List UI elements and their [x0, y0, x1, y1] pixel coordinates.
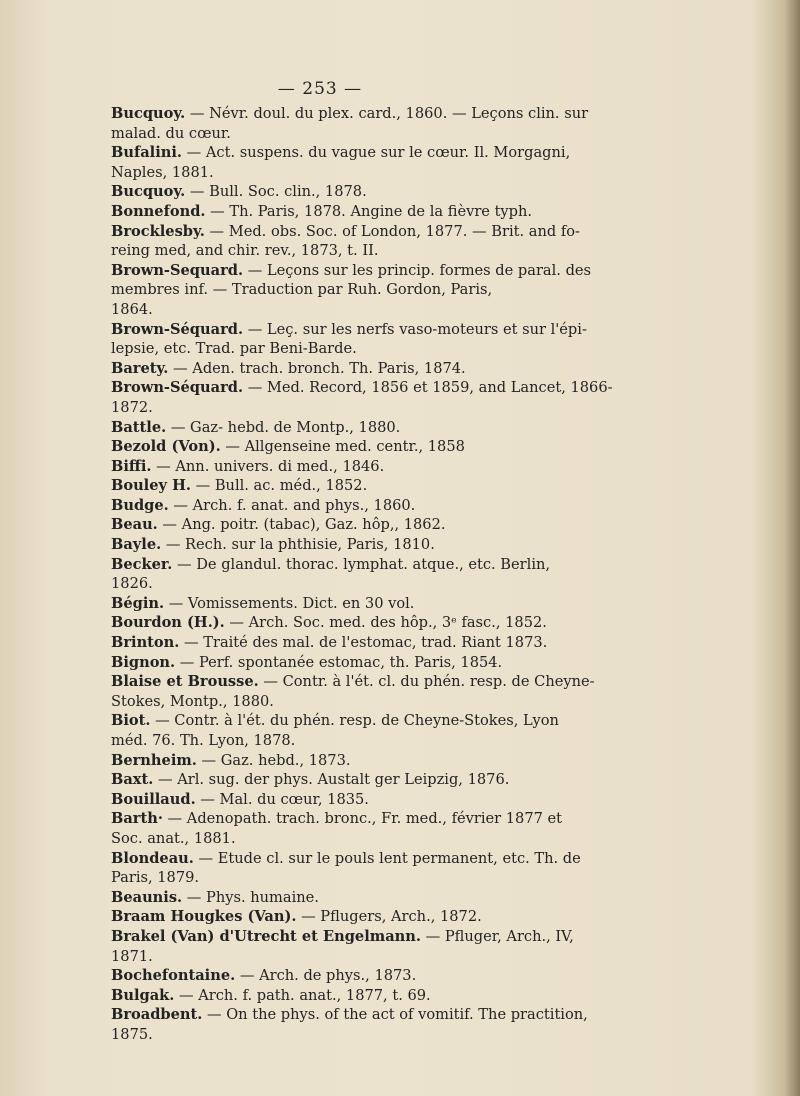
bibliography-entry — [111, 672, 595, 711]
entry-author: Barety. — [111, 359, 169, 377]
bibliography-entry — [111, 320, 587, 359]
entry-line — [111, 104, 589, 124]
entry-line — [111, 790, 551, 810]
entry-text: 1871. — [111, 947, 153, 965]
entry-text: — Gaz- hebd. de Montp., 1880. — [166, 418, 401, 436]
entry-author: Biot. — [111, 712, 151, 730]
entry-author: Bignon. — [111, 653, 176, 671]
entry-author: Baxt. — [111, 771, 154, 789]
entry-line — [111, 163, 551, 183]
entry-line — [111, 280, 551, 300]
bibliography-entry — [111, 437, 551, 457]
entry-text: — Traité des mal. de l'estomac, trad. Riant 1873. — [179, 634, 548, 652]
entry-line — [111, 418, 551, 438]
bibliography-entry — [111, 535, 551, 555]
bibliography-entry — [111, 986, 551, 1006]
entry-line — [111, 202, 551, 222]
bibliography-entry — [111, 496, 551, 516]
bibliography-entry — [111, 888, 551, 908]
entry-line — [111, 966, 551, 986]
entry-text: — Arch. de phys., 1873. — [235, 967, 417, 985]
entry-author: Becker. — [111, 555, 173, 573]
entry-line — [111, 613, 551, 633]
entry-author: Blondeau. — [111, 849, 194, 867]
entry-author: Beau. — [111, 516, 158, 534]
entry-line — [111, 574, 551, 594]
entry-text: membres inf. — Traduction par Ruh. Gordon, Paris, — [111, 281, 493, 299]
entry-text: reing med, and chir. rev., 1873, t. II. — [111, 242, 379, 260]
entry-text: — Pfluger, Arch., IV, — [420, 927, 574, 945]
entry-author: Bernheim. — [111, 751, 197, 769]
entry-author: Bezold (Von). — [111, 438, 221, 456]
entry-author: Beaunis. — [111, 888, 183, 906]
entry-text: — Allgenseine med. centr., 1858 — [220, 438, 465, 456]
entry-line — [111, 222, 580, 242]
bibliography-entry — [111, 966, 551, 986]
entry-text: — Arl. sug. der phys. Austalt ger Leipzig, 1876. — [153, 771, 510, 789]
bibliography-entry — [111, 633, 551, 653]
bibliography-entry — [111, 515, 551, 535]
entry-author: Brinton. — [111, 634, 180, 652]
entry-line — [111, 849, 581, 869]
entry-text: — Th. Paris, 1878. Angine de la fièvre typh. — [205, 202, 533, 220]
entry-line — [111, 359, 551, 379]
entry-author: Bucquoy. — [111, 183, 186, 201]
entry-text: — Rech. sur la phthisie, Paris, 1810. — [161, 536, 435, 554]
entry-line — [111, 927, 574, 947]
entry-text: — Arch. f. path. anat., 1877, t. 69. — [174, 986, 431, 1004]
entry-text: — Arch. Soc. med. des hôp., 3ᵉ fasc., 1852. — [224, 614, 547, 632]
bibliography-list — [111, 104, 613, 1045]
bibliography-entry — [111, 555, 551, 594]
entry-author: Blaise et Brousse. — [111, 673, 259, 691]
entry-text: — De glandul. thorac. lymphat. atque., etc. Berlin, — [172, 555, 551, 573]
entry-author: Bouley H. — [111, 477, 191, 495]
entry-text: méd. 76. Th. Lyon, 1878. — [111, 732, 296, 749]
entry-line — [111, 829, 551, 849]
entry-author: Brown-Sequard. — [111, 261, 244, 279]
entry-text: — Med. obs. Soc. of London, 1877. — Brit. and fo- — [204, 222, 580, 240]
entry-author: Bufalini. — [111, 144, 183, 162]
bibliography-entry — [111, 770, 551, 790]
entry-line — [111, 496, 551, 516]
entry-author: Bucquoy. — [111, 105, 186, 122]
entry-line — [111, 241, 551, 261]
entry-line — [111, 594, 551, 614]
bibliography-entry — [111, 476, 551, 496]
entry-line — [111, 711, 559, 731]
entry-author: Bégin. — [111, 594, 165, 612]
entry-text: — On the phys. of the act of vomitif. The practition, — [202, 1006, 588, 1024]
entry-line — [111, 339, 551, 359]
entry-text: — Névr. doul. du plex. card., 1860. — Leçons clin. sur — [185, 105, 589, 122]
entry-text: 1826. — [111, 575, 153, 593]
bibliography-entry — [111, 927, 574, 966]
entry-line — [111, 437, 551, 457]
bibliography-entry — [111, 202, 551, 222]
entry-text: Naples, 1881. — [111, 163, 214, 181]
entry-text: — Arch. f. anat. and phys., 1860. — [168, 496, 416, 514]
entry-text: — Contr. à l'ét. du phén. resp. de Cheyne-Stokes, Lyon — [150, 712, 559, 730]
entry-line — [111, 555, 551, 575]
bibliography-entry — [111, 751, 551, 771]
entry-author: Brakel (Van) d'Utrecht et Engelmann. — [111, 927, 421, 945]
bibliography-entry — [111, 711, 559, 750]
bibliography-entry — [111, 261, 592, 320]
entry-line — [111, 182, 551, 202]
entry-line — [111, 300, 551, 320]
entry-author: Braam Hougkes (Van). — [111, 908, 297, 926]
entry-text: — Leç. sur les nerfs vaso-moteurs et sur l'épi- — [243, 320, 587, 338]
entry-line — [111, 1025, 551, 1045]
entry-author: Brocklesby. — [111, 222, 205, 240]
entry-author: Bouillaud. — [111, 790, 196, 808]
entry-author: Brown-Séquard. — [111, 379, 244, 397]
entry-text: Stokes, Montp., 1880. — [111, 692, 274, 710]
entry-line — [111, 143, 571, 163]
entry-line — [111, 692, 551, 712]
entry-author: Broadbent. — [111, 1006, 203, 1024]
entry-text: — Etude cl. sur le pouls lent permanent, etc. Th. de — [193, 849, 581, 867]
entry-author: Bochefontaine. — [111, 967, 236, 985]
entry-author: Barth· — [111, 810, 163, 828]
entry-line — [111, 320, 587, 340]
entry-line — [111, 633, 551, 653]
entry-line — [111, 515, 551, 535]
entry-line — [111, 261, 592, 281]
entry-text: malad. du cœur. — [111, 124, 231, 142]
bibliography-entry — [111, 143, 571, 182]
entry-author: Bulgak. — [111, 986, 175, 1004]
entry-line — [111, 731, 551, 751]
entry-text: — Contr. à l'ét. cl. du phén. resp. de Cheyne- — [258, 673, 595, 691]
bibliography-entry — [111, 1005, 588, 1044]
bibliography-entry — [111, 809, 563, 848]
entry-line — [111, 986, 551, 1006]
entry-line — [111, 476, 551, 496]
entry-text: — Perf. spontanée estomac, th. Paris, 1854. — [175, 653, 503, 671]
entry-line — [111, 457, 551, 477]
entry-line — [111, 868, 551, 888]
entry-text: — Leçons sur les princip. formes de paral. des — [243, 261, 592, 279]
page-number: — 253 — — [277, 79, 363, 99]
bibliography-entry — [111, 849, 581, 888]
entry-author: Bonnefond. — [111, 202, 206, 220]
entry-line — [111, 751, 551, 771]
entry-line — [111, 398, 551, 418]
bibliography-entry — [111, 182, 551, 202]
entry-text: — Act. suspens. du vague sur le cœur. Il. Morgagni, — [182, 144, 571, 162]
entry-text: — Mal. du cœur, 1835. — [195, 790, 369, 808]
entry-text: — Aden. trach. bronch. Th. Paris, 1874. — [168, 359, 466, 377]
bibliography-entry — [111, 359, 551, 379]
entry-text: lepsie, etc. Trad. par Beni-Barde. — [111, 340, 357, 358]
bibliography-entry — [111, 790, 551, 810]
entry-line — [111, 809, 563, 829]
entry-text: 1872. — [111, 398, 153, 416]
entry-text: — Bull. ac. méd., 1852. — [190, 477, 368, 495]
entry-text: — Bull. Soc. clin., 1878. — [185, 183, 367, 201]
entry-line — [111, 672, 595, 692]
entry-author: Battle. — [111, 418, 167, 436]
entry-text: — Vomissements. Dict. en 30 vol. — [164, 594, 415, 612]
bibliography-entry — [111, 378, 613, 417]
bibliography-entry — [111, 907, 551, 927]
entry-line — [111, 770, 551, 790]
entry-text: — Phys. humaine. — [182, 888, 319, 906]
entry-author: Bayle. — [111, 536, 162, 554]
entry-text: — Adenopath. trach. bronc., Fr. med., février 1877 et — [162, 810, 563, 828]
entry-line — [111, 124, 551, 144]
entry-text: — Med. Record, 1856 et 1859, and Lancet, 1866- — [243, 379, 613, 397]
entry-text: — Pflugers, Arch., 1872. — [296, 908, 482, 926]
bibliography-entry — [111, 653, 551, 673]
entry-text: — Ang. poitr. (tabac), Gaz. hôp,, 1862. — [157, 516, 446, 534]
entry-author: Budge. — [111, 496, 169, 514]
entry-author: Bourdon (H.). — [111, 614, 225, 632]
entry-text: — Gaz. hebd., 1873. — [196, 751, 351, 769]
entry-line — [111, 535, 551, 555]
bibliography-entry — [111, 222, 580, 261]
bibliography-entry — [111, 104, 589, 143]
bibliography-entry — [111, 418, 551, 438]
entry-line — [111, 653, 551, 673]
bibliography-entry — [111, 457, 551, 477]
entry-line — [111, 378, 613, 398]
entry-author: Biffi. — [111, 457, 152, 475]
entry-line — [111, 888, 551, 908]
entry-author: Brown-Séquard. — [111, 320, 244, 338]
entry-text: — Ann. univers. di med., 1846. — [151, 457, 385, 475]
entry-line — [111, 1005, 588, 1025]
entry-line — [111, 947, 551, 967]
bibliography-entry — [111, 594, 551, 614]
bibliography-entry — [111, 613, 551, 633]
entry-line — [111, 907, 551, 927]
entry-text: Soc. anat., 1881. — [111, 829, 236, 847]
entry-text: 1875. — [111, 1025, 153, 1043]
entry-text: 1864. — [111, 300, 153, 318]
entry-text: Paris, 1879. — [111, 869, 200, 887]
